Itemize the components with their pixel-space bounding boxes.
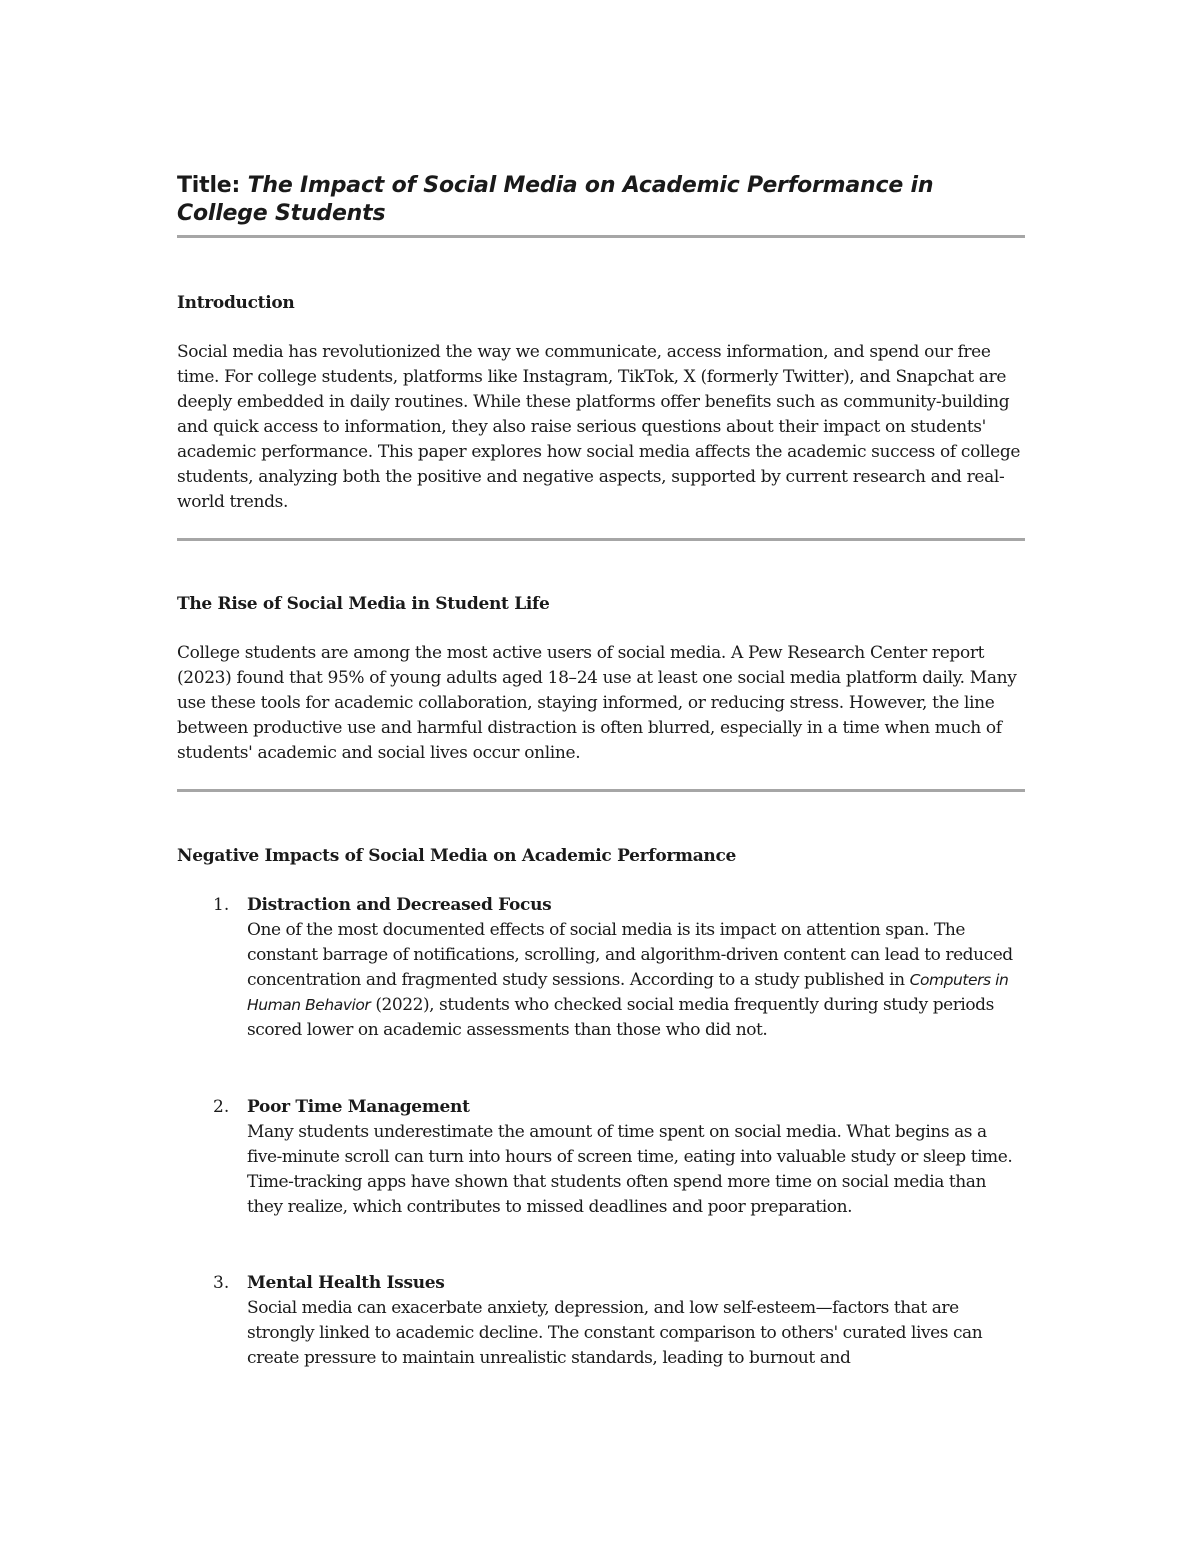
list-item-body — [247, 1271, 1025, 1371]
divider — [177, 235, 1025, 238]
list-number: 1. — [213, 895, 230, 915]
divider — [177, 538, 1025, 541]
list-number: 2. — [213, 1097, 230, 1117]
list-item-title: Mental Health Issues — [247, 1273, 445, 1293]
list-item-text: Many students underestimate the amount of time spent on social media. What begins as a five-minute scroll can turn into hours of screen time, eating into valuable study or sleep time. Time-tracking apps have shown that students often spend more time on social media than they realize, which contributes to missed deadlines and poor preparation. — [247, 1122, 1013, 1217]
rise-heading: The Rise of Social Media in Student Life — [177, 594, 550, 614]
divider — [177, 789, 1025, 792]
introduction-heading: Introduction — [177, 293, 295, 313]
list-item-title: Distraction and Decreased Focus — [247, 895, 552, 915]
title-text: The Impact of Social Media on Academic Performance in College Students — [177, 173, 934, 226]
citation-title: Computers in Human Behavior — [247, 971, 1009, 1014]
list-item-text — [247, 918, 1025, 1043]
list-item-body — [247, 893, 1025, 1043]
list-item-text: Social media can exacerbate anxiety, depression, and low self-esteem—factors that are strongly linked to academic decline. The constant comparison to others' curated lives can create pressure to maintain unrealistic standards, leading to burnout and — [247, 1298, 983, 1368]
title-label: Title: — [177, 173, 248, 198]
negative-impacts-heading: Negative Impacts of Social Media on Academic Performance — [177, 846, 737, 866]
list-item-title: Poor Time Management — [247, 1097, 470, 1117]
list-item-text-part: One of the most documented effects of social media is its impact on attention span. The constant barrage of notifications, scrolling, and algorithm-driven content can lead to reduced concentration and fragmented study sessions. According to a study published in — [247, 920, 1013, 990]
rise-paragraph: College students are among the most active users of social media. A Pew Research Center report (2023) found that 95% of young adults aged 18–24 use at least one social media platform daily. Many use these tools for academic collaboration, staying informed, or reducing stress. However, the line between productive use and harmful distraction is often blurred, especially in a time when much of students' academic and social lives occur online. — [177, 643, 1017, 763]
list-number: 3. — [213, 1273, 230, 1293]
list-item-text-part: (2022), students who checked social media frequently during study periods scored lower on academic assessments than those who did not. — [247, 995, 994, 1040]
document-title — [177, 172, 1025, 228]
list-item-body — [247, 1095, 1025, 1220]
introduction-paragraph: Social media has revolutionized the way we communicate, access information, and spend our free time. For college students, platforms like Instagram, TikTok, X (formerly Twitter), and Snapchat are deeply embedded in daily routines. While these platforms offer benefits such as community-building and quick access to information, they also raise serious questions about their impact on students' academic performance. This paper explores how social media affects the academic success of college students, analyzing both the positive and negative aspects, supported by current research and real-world trends. — [177, 342, 1021, 512]
